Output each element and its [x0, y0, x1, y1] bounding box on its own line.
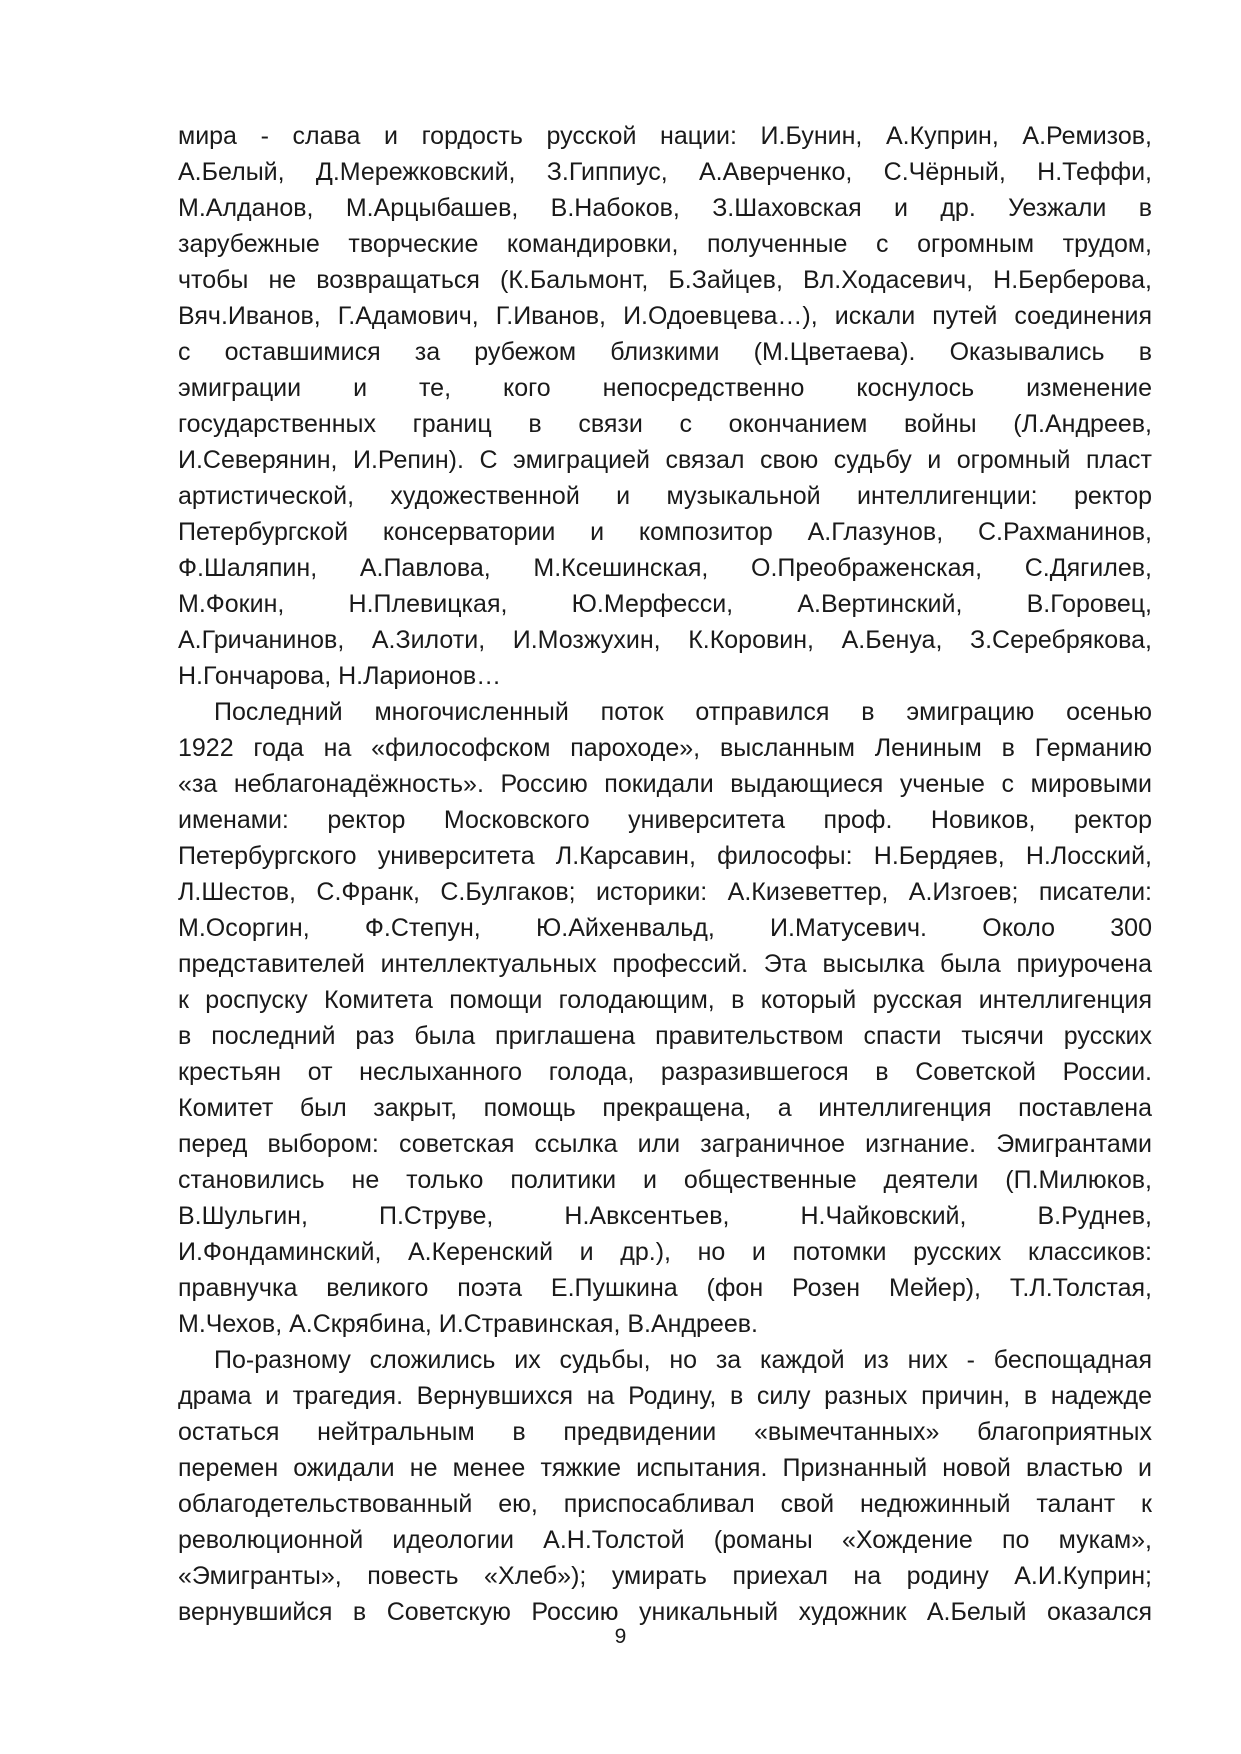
text-line: вернувшийся в Советскую Россию уникальный художник А.Белый оказался — [178, 1598, 1152, 1626]
text-line: Последний многочисленный поток отправился в эмиграцию осенью — [214, 698, 1152, 726]
text-line: с оставшимися за рубежом близкими (М.Цветаева). Оказывались в — [178, 338, 1152, 366]
text-line: правнучка великого поэта Е.Пушкина (фон Розен Мейер), Т.Л.Толстая, — [178, 1274, 1152, 1302]
text-line: «Эмигранты», повесть «Хлеб»); умирать приехал на родину А.И.Куприн; — [178, 1562, 1152, 1590]
text-line: Петербургского университета Л.Карсавин, философы: Н.Бердяев, Н.Лосский, — [178, 842, 1152, 870]
text-line: облагодетельствованный ею, приспосабливал свой недюжинный талант к — [178, 1490, 1152, 1518]
text-line: Петербургской консерватории и композитор А.Глазунов, С.Рахманинов, — [178, 518, 1152, 546]
text-line: И.Фондаминский, А.Керенский и др.), но и потомки русских классиков: — [178, 1238, 1152, 1266]
text-line: мира - слава и гордость русской нации: И.Бунин, А.Куприн, А.Ремизов, — [178, 122, 1152, 150]
text-line: Комитет был закрыт, помощь прекращена, а интеллигенция поставлена — [178, 1094, 1152, 1122]
text-line: М.Чехов, А.Скрябина, И.Стравинская, В.Андреев. — [178, 1310, 758, 1338]
text-line: перед выбором: советская ссылка или заграничное изгнание. Эмигрантами — [178, 1130, 1152, 1158]
text-line: чтобы не возвращаться (К.Бальмонт, Б.Зайцев, Вл.Ходасевич, Н.Берберова, — [178, 266, 1152, 294]
text-line: Ф.Шаляпин, А.Павлова, М.Ксешинская, О.Преображенская, С.Дягилев, — [178, 554, 1152, 582]
text-line: к роспуску Комитета помощи голодающим, в который русская интеллигенция — [178, 986, 1152, 1014]
text-line: И.Северянин, И.Репин). С эмиграцией связал свою судьбу и огромный пласт — [178, 446, 1152, 474]
text-body — [178, 118, 1152, 1630]
text-line: представителей интеллектуальных профессий. Эта высылка была приурочена — [178, 950, 1152, 978]
text-line: государственных границ в связи с окончанием войны (Л.Андреев, — [178, 410, 1152, 438]
text-line: перемен ожидали не менее тяжкие испытания. Признанный новой властью и — [178, 1454, 1152, 1482]
text-line: эмиграции и те, кого непосредственно коснулось изменение — [178, 374, 1152, 402]
text-line: революционной идеологии А.Н.Толстой (романы «Хождение по мукам», — [178, 1526, 1152, 1554]
text-line: В.Шульгин, П.Струве, Н.Авксентьев, Н.Чайковский, В.Руднев, — [178, 1202, 1152, 1230]
page-number: 9 — [614, 1625, 627, 1648]
text-line: именами: ректор Московского университета проф. Новиков, ректор — [178, 806, 1152, 834]
text-line: Вяч.Иванов, Г.Адамович, Г.Иванов, И.Одоевцева…), искали путей соединения — [178, 302, 1152, 330]
text-line: становились не только политики и общественные деятели (П.Милюков, — [178, 1166, 1152, 1194]
text-line: По-разному сложились их судьбы, но за каждой из них - беспощадная — [214, 1346, 1152, 1374]
text-line: 1922 года на «философском пароходе», высланным Лениным в Германию — [178, 734, 1152, 762]
text-line: А.Белый, Д.Мережковский, З.Гиппиус, А.Аверченко, С.Чёрный, Н.Теффи, — [178, 158, 1152, 186]
text-line: крестьян от неслыханного голода, разразившегося в Советской России. — [178, 1058, 1152, 1086]
text-line: Н.Гончарова, Н.Ларионов… — [178, 662, 502, 690]
text-line: «за неблагонадёжность». Россию покидали выдающиеся ученые с мировыми — [178, 770, 1152, 798]
paragraph-3 — [178, 1342, 1152, 1630]
text-line: М.Алданов, М.Арцыбашев, В.Набоков, З.Шаховская и др. Уезжали в — [178, 194, 1152, 222]
text-line: А.Гричанинов, А.Зилоти, И.Мозжухин, К.Коровин, А.Бенуа, З.Серебрякова, — [178, 626, 1152, 654]
text-line: артистической, художественной и музыкальной интеллигенции: ректор — [178, 482, 1152, 510]
text-line: в последний раз была приглашена правительством спасти тысячи русских — [178, 1022, 1152, 1050]
text-line: Л.Шестов, С.Франк, С.Булгаков; историки: А.Кизеветтер, А.Изгоев; писатели: — [178, 878, 1152, 906]
text-line: драма и трагедия. Вернувшихся на Родину, в силу разных причин, в надежде — [178, 1382, 1152, 1410]
text-line: М.Осоргин, Ф.Степун, Ю.Айхенвальд, И.Матусевич. Около 300 — [178, 914, 1152, 942]
text-line: М.Фокин, Н.Плевицкая, Ю.Мерфесси, А.Вертинский, В.Горовец, — [178, 590, 1152, 618]
text-line: зарубежные творческие командировки, полученные с огромным трудом, — [178, 230, 1152, 258]
text-line: остаться нейтральным в предвидении «вымечтанных» благоприятных — [178, 1418, 1152, 1446]
paragraph-1 — [178, 118, 1152, 694]
paragraph-2 — [178, 694, 1152, 1342]
